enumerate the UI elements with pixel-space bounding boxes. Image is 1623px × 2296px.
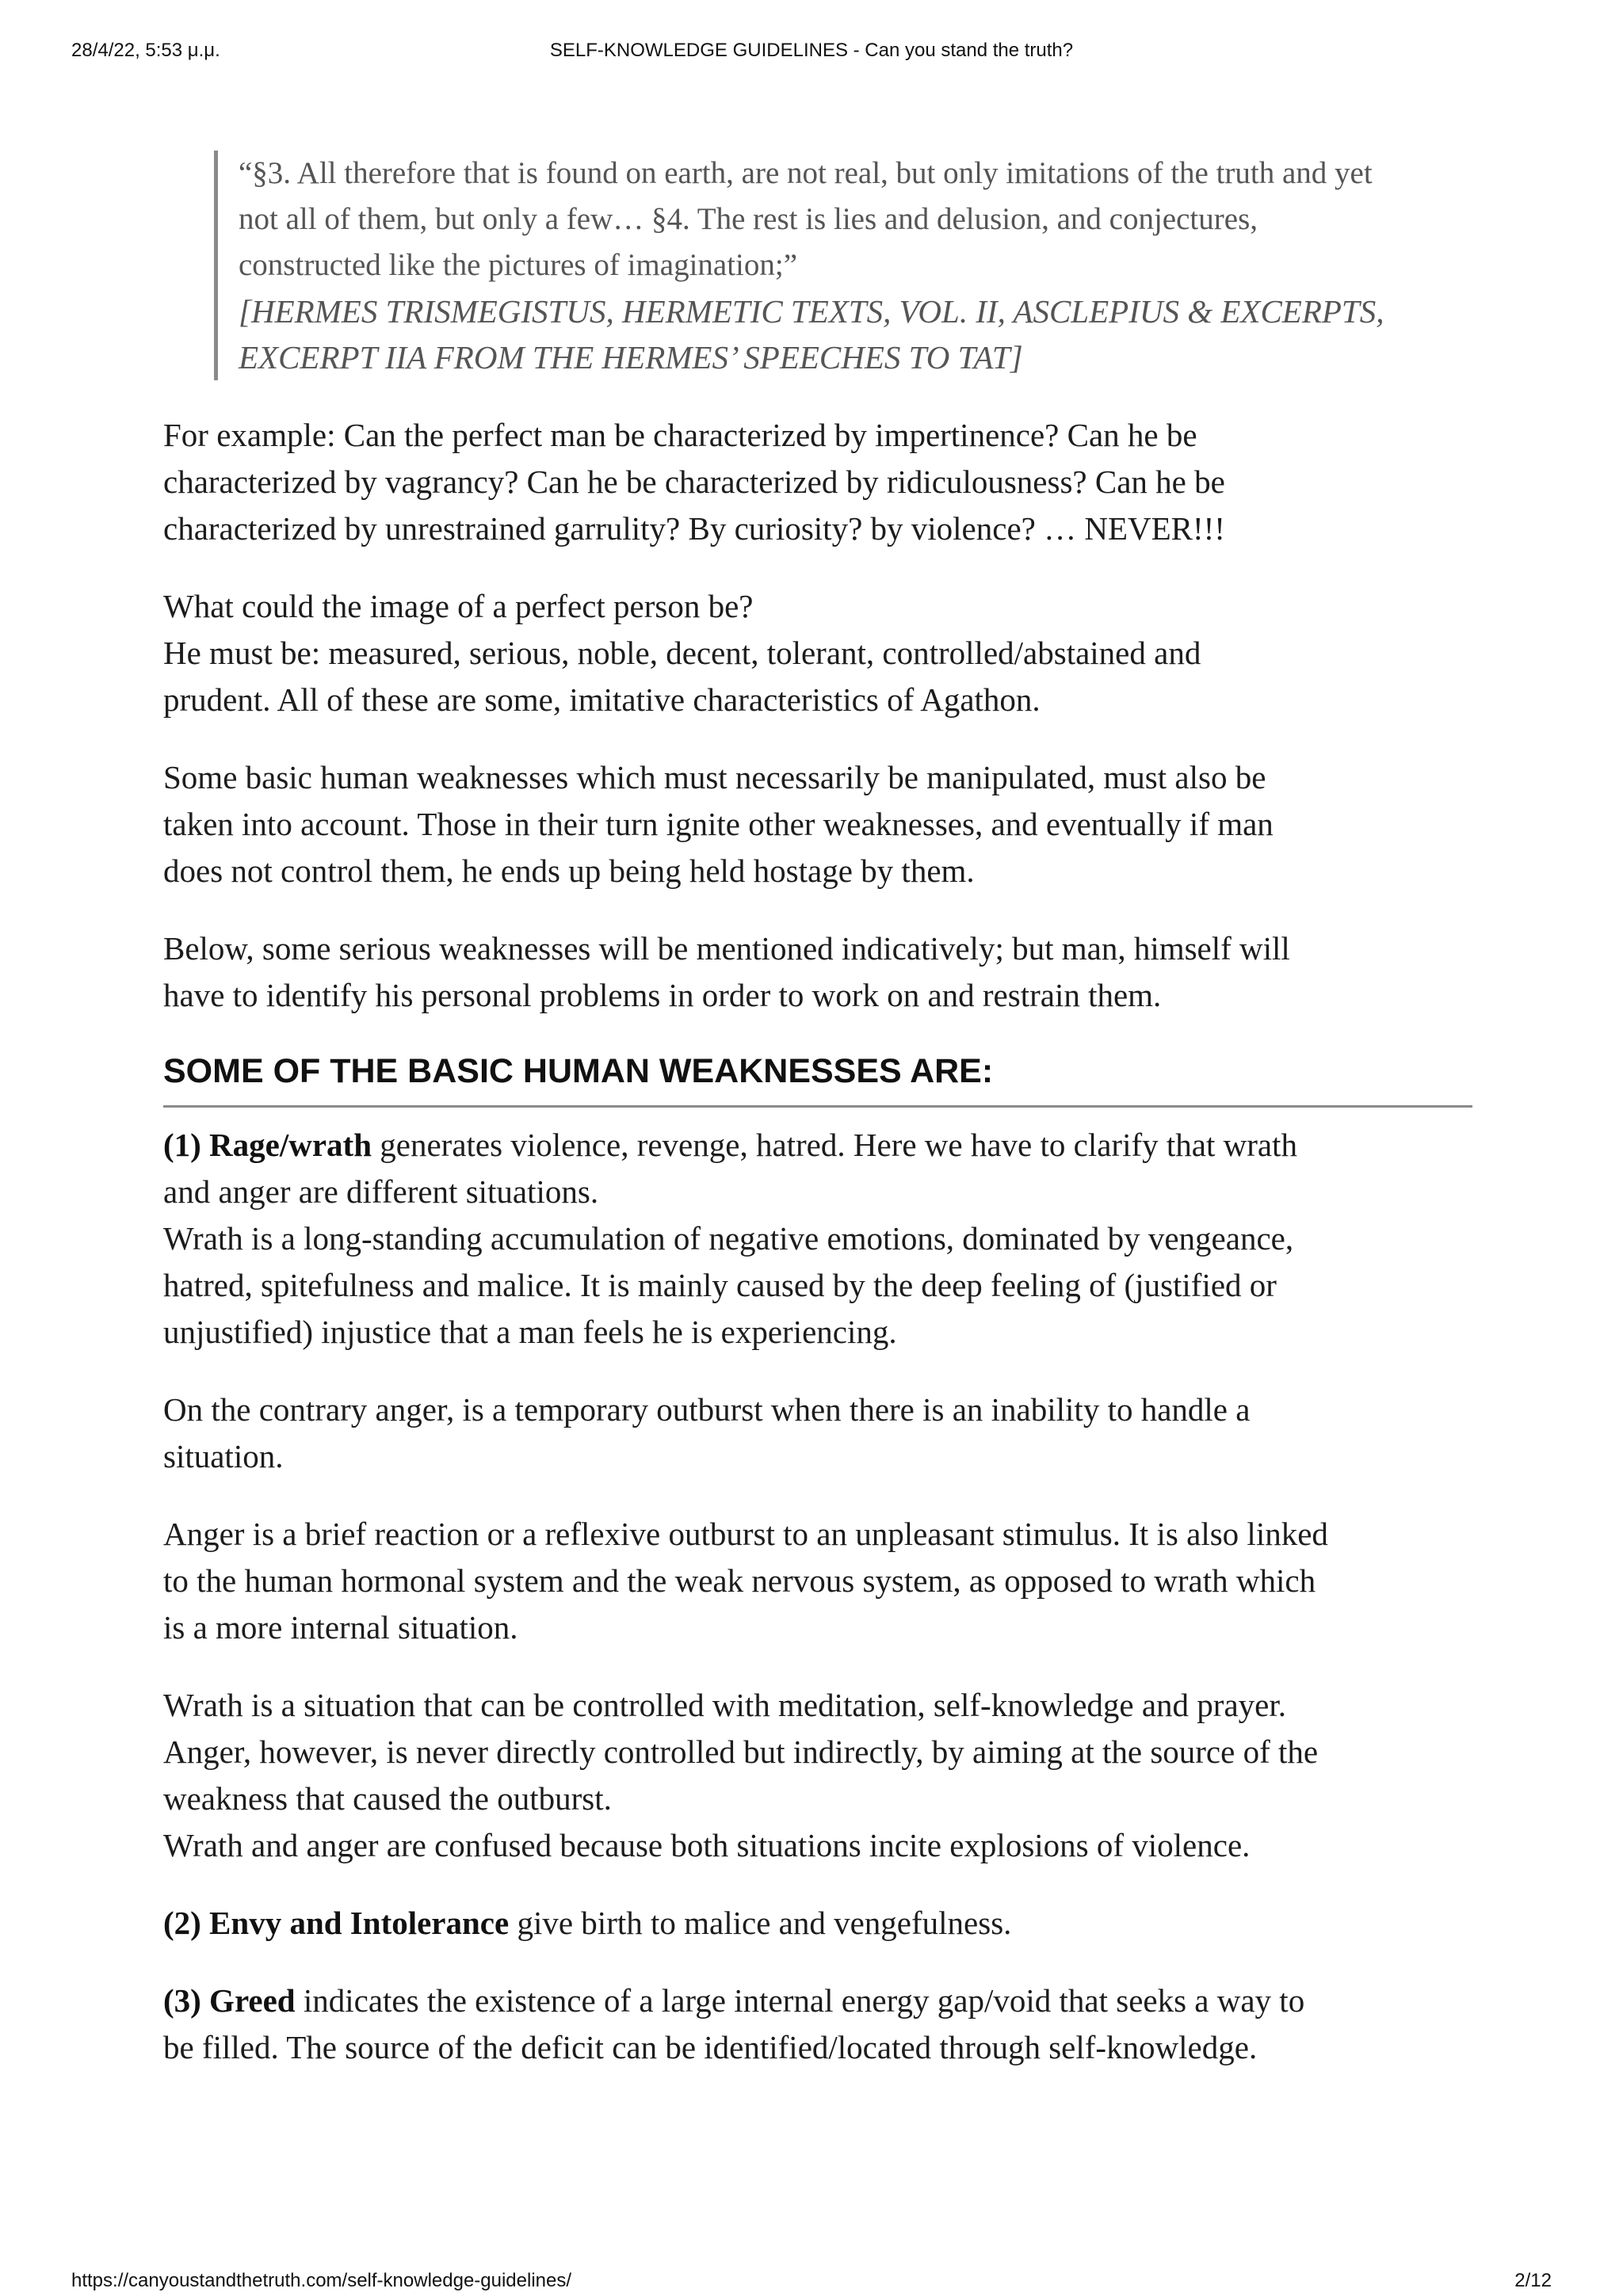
paragraph-anger-reaction [163, 1511, 1472, 1651]
weakness-description: indicates the existence of a large internal energy gap/void that seeks a way to [295, 1982, 1305, 2019]
text-line: Anger is a brief reaction or a reflexive outburst to an unpleasant stimulus. It is also linked [163, 1516, 1328, 1552]
text-line: Anger, however, is never directly controlled but indirectly, by aiming at the source of the [163, 1733, 1319, 1770]
text-line: weakness that caused the outburst. [163, 1780, 612, 1817]
text-line: be filled. The source of the deficit can be identified/located through self-knowledge. [163, 2029, 1258, 2065]
weakness-greed [163, 1978, 1472, 2071]
weakness-term: (3) Greed [163, 1982, 296, 2019]
paragraph-perfect-man-questions [163, 412, 1472, 552]
paragraph-indicative-weaknesses [163, 925, 1472, 1019]
text-line: hatred, spitefulness and malice. It is mainly caused by the deep feeling of (justified or [163, 1267, 1277, 1303]
print-page-title: SELF-KNOWLEDGE GUIDELINES - Can you stand the truth? [549, 40, 1074, 61]
text-line [163, 1122, 1472, 1169]
text-line: Some basic human weaknesses which must necessarily be manipulated, must also be [163, 759, 1266, 795]
text-line: Wrath is a long-standing accumulation of negative emotions, dominated by vengeance, [163, 1220, 1294, 1257]
text-line: characterized by unrestrained garrulity? By curiosity? by violence? … NEVER!!! [163, 510, 1225, 547]
page-number: 2/12 [1514, 2270, 1552, 2291]
weakness-description: generates violence, revenge, hatred. Here we have to clarify that wrath [372, 1127, 1297, 1163]
text-line [163, 1900, 1472, 1947]
text-line: is a more internal situation. [163, 1609, 518, 1646]
text-line: situation. [163, 1438, 284, 1474]
citation-line: EXCERPT IIA FROM THE HERMES’ SPEECHES TO TAT] [239, 339, 1023, 376]
paragraph-perfect-person-image [163, 583, 1472, 723]
citation-line: [HERMES TRISMEGISTUS, HERMETIC TEXTS, VOL. II, ASCLEPIUS & EXCERPTS, [239, 293, 1384, 330]
text-line: unjustified) injustice that a man feels he is experiencing. [163, 1314, 897, 1350]
text-line: Below, some serious weaknesses will be mentioned indicatively; but man, himself will [163, 930, 1290, 967]
weakness-envy-intolerance [163, 1900, 1472, 1947]
section-heading: SOME OF THE BASIC HUMAN WEAKNESSES ARE: [163, 1050, 1472, 1108]
text-line: On the contrary anger, is a temporary outburst when there is an inability to handle a [163, 1391, 1251, 1428]
text-line: characterized by vagrancy? Can he be characterized by ridiculousness? Can he be [163, 463, 1225, 500]
text-line: Wrath and anger are confused because both situations incite explosions of violence. [163, 1827, 1251, 1863]
hermetic-quote [214, 151, 1472, 380]
quote-line: “§3. All therefore that is found on earth, are not real, but only imitations of the truth and yet [239, 156, 1373, 190]
text-line: For example: Can the perfect man be characterized by impertinence? Can he be [163, 417, 1197, 453]
print-date: 28/4/22, 5:53 μ.μ. [71, 40, 220, 61]
text-line: have to identify his personal problems in order to work on and restrain them. [163, 977, 1162, 1013]
text-line: and anger are different situations. [163, 1173, 599, 1210]
page-url: https://canyoustandthetruth.com/self-knowledge-guidelines/ [71, 2270, 572, 2291]
text-line: He must be: measured, serious, noble, decent, tolerant, controlled/abstained and [163, 635, 1201, 671]
paragraph-anger-contrary [163, 1386, 1472, 1480]
print-header [0, 40, 1623, 65]
weakness-rage-wrath [163, 1122, 1472, 1356]
text-line: taken into account. Those in their turn ignite other weaknesses, and eventually if man [163, 806, 1274, 842]
text-line: What could the image of a perfect person be? [163, 588, 754, 624]
weakness-term: (2) Envy and Intolerance [163, 1905, 510, 1941]
quote-line: constructed like the pictures of imagination;” [239, 248, 798, 282]
paragraph-basic-weaknesses [163, 754, 1472, 894]
text-line: Wrath is a situation that can be controlled with meditation, self-knowledge and prayer. [163, 1687, 1286, 1723]
text-line [163, 1978, 1472, 2024]
weakness-term: (1) Rage/wrath [163, 1127, 372, 1163]
text-line: to the human hormonal system and the weak nervous system, as opposed to wrath which [163, 1562, 1316, 1599]
quote-citation [239, 288, 1472, 380]
print-footer [0, 2270, 1623, 2295]
text-line: does not control them, he ends up being held hostage by them. [163, 852, 975, 889]
paragraph-wrath-control [163, 1682, 1472, 1869]
quote-text [239, 151, 1472, 288]
quote-line: not all of them, but only a few… §4. The rest is lies and delusion, and conjectures, [239, 202, 1258, 236]
article-content [163, 151, 1472, 2071]
weakness-description: give birth to malice and vengefulness. [509, 1905, 1012, 1941]
text-line: prudent. All of these are some, imitative characteristics of Agathon. [163, 681, 1041, 718]
